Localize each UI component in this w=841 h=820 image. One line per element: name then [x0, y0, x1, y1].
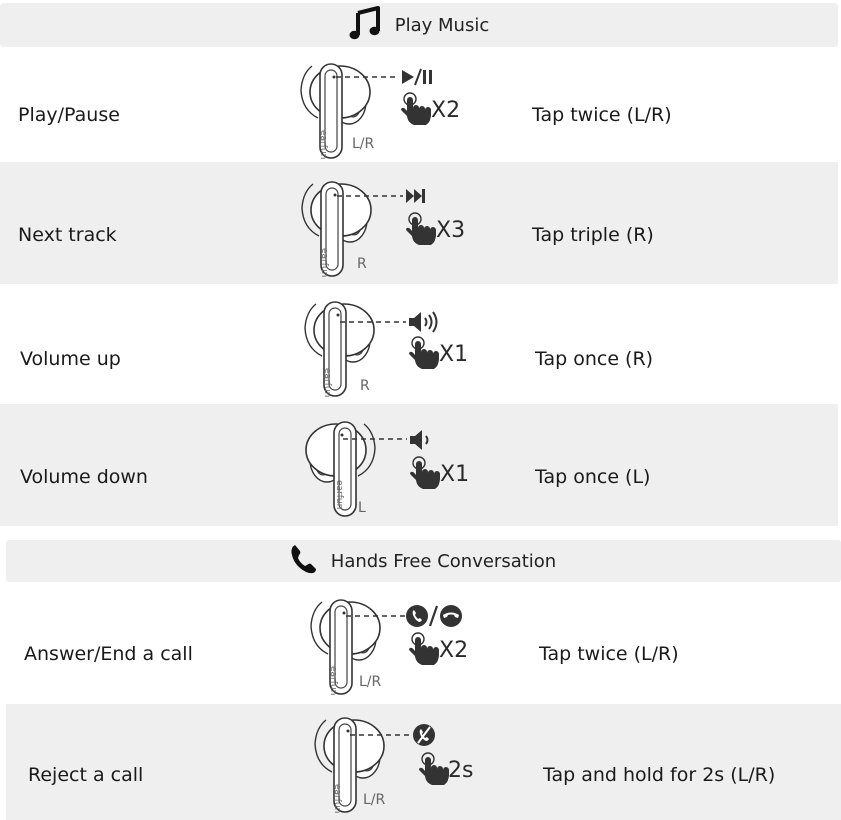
tap-hand-icon — [405, 214, 439, 246]
leader-line — [343, 438, 407, 440]
earbud-side-label: L/R — [359, 674, 382, 690]
gesture-description: Tap once (R) — [535, 348, 654, 370]
tap-count: X3 — [436, 218, 466, 243]
tap-count: X2 — [439, 638, 469, 663]
tap-hand-icon — [409, 458, 443, 490]
leader-line — [350, 734, 410, 736]
gesture-row-answer-end-call — [6, 588, 841, 698]
music-note-icon — [349, 5, 381, 46]
gesture-description: Tap once (L) — [535, 466, 651, 488]
play-pause-icon — [400, 68, 434, 86]
leader-line — [346, 615, 406, 617]
volume-down-icon — [409, 429, 433, 451]
gesture-row-reject-call — [6, 704, 841, 820]
gesture-row-play-pause — [0, 50, 838, 160]
gesture-row-volume-up — [0, 288, 838, 400]
earbud-side-label: L — [358, 500, 366, 516]
brand-text: earfun — [332, 784, 342, 814]
leader-line — [337, 195, 403, 197]
tap-hand-icon — [408, 338, 442, 370]
phone-handset-icon — [291, 544, 317, 579]
action-label: Play/Pause — [18, 104, 120, 126]
leader-line — [340, 321, 406, 323]
brand-text: earfun — [319, 248, 329, 278]
tap-hand-icon — [400, 94, 434, 126]
action-label: Volume up — [20, 348, 121, 370]
gesture-description: Tap twice (L/R) — [539, 643, 679, 665]
answer-end-call-icon — [406, 604, 464, 628]
tap-hand-icon — [408, 634, 442, 666]
section-title: Hands Free Conversation — [330, 550, 557, 572]
gesture-description: Tap twice (L/R) — [532, 104, 672, 126]
leader-line — [336, 76, 398, 78]
section-header-hands-free — [6, 540, 841, 582]
action-label: Reject a call — [28, 764, 144, 786]
hold-duration: 2s — [448, 758, 474, 783]
brand-text: earfun — [328, 666, 338, 696]
action-label: Answer/End a call — [24, 643, 193, 665]
earbud-side-label: L/R — [352, 136, 375, 152]
earbud-illustration — [300, 410, 380, 518]
action-label: Next track — [18, 224, 117, 246]
earbud-side-label: L/R — [363, 792, 386, 808]
earbud-side-label: R — [360, 378, 370, 394]
next-track-icon — [405, 187, 427, 205]
section-header-play-music — [0, 3, 838, 47]
tap-count: X2 — [431, 98, 461, 123]
tap-count: X1 — [439, 342, 469, 367]
gesture-row-volume-down — [0, 404, 838, 526]
volume-up-icon — [408, 311, 440, 333]
earbud-side-label: R — [357, 256, 367, 272]
gesture-description: Tap triple (R) — [532, 224, 654, 246]
brand-text: earfun — [318, 130, 328, 160]
gesture-description: Tap and hold for 2s (L/R) — [543, 764, 776, 786]
tap-hand-icon — [418, 754, 452, 786]
gesture-row-next-track — [0, 162, 838, 284]
action-label: Volume down — [20, 466, 148, 488]
tap-count: X1 — [440, 462, 470, 487]
section-title: Play Music — [394, 14, 490, 36]
reject-call-icon — [412, 723, 436, 747]
brand-text: earfun — [334, 480, 344, 510]
brand-text: earfun — [322, 368, 332, 398]
